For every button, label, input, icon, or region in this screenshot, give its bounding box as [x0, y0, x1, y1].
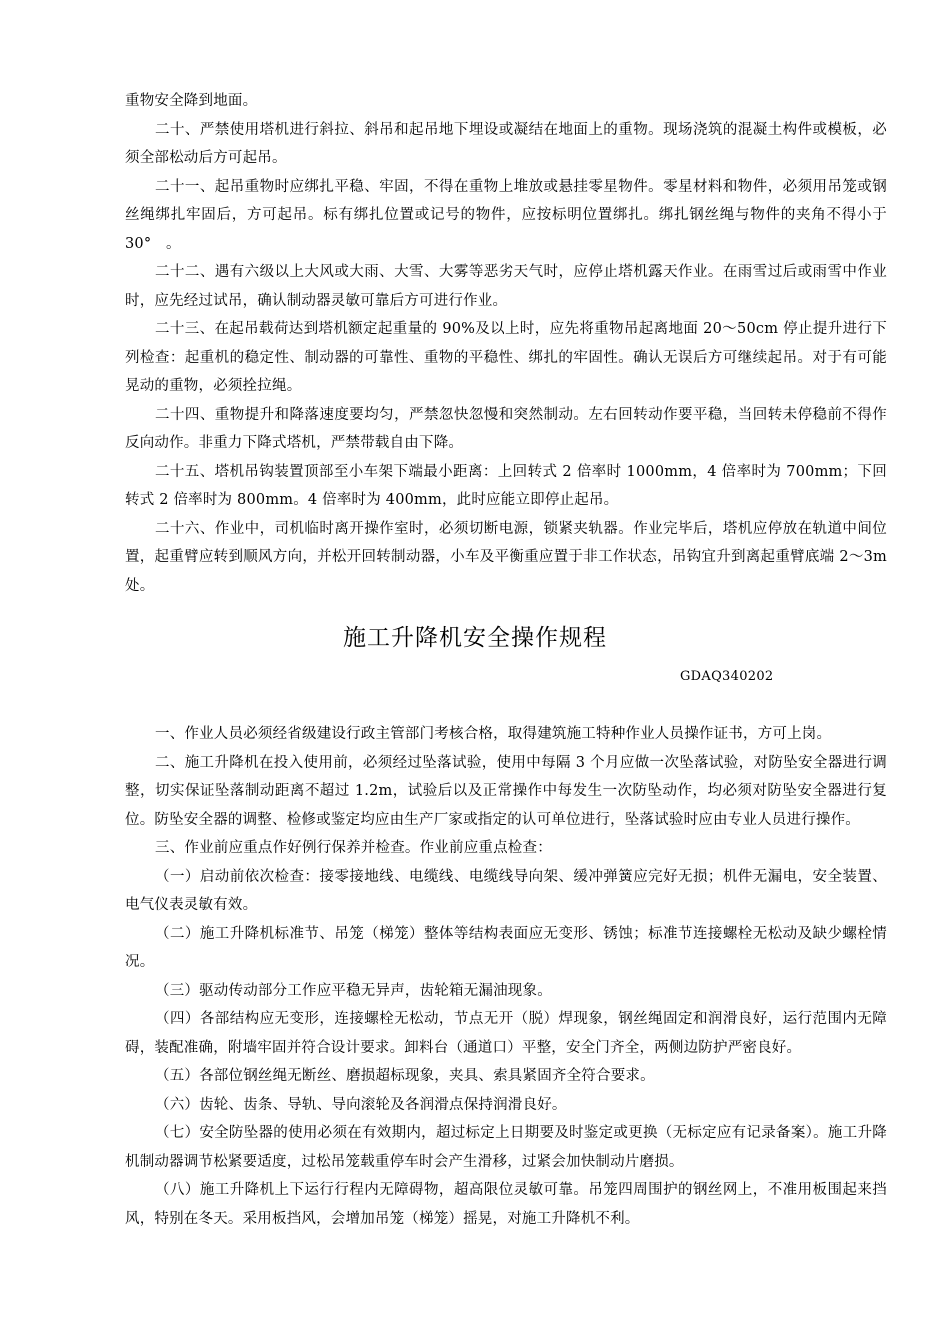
check-item-3: （三）驱动传动部分工作应平稳无异声，齿轮箱无漏油现象。 — [155, 982, 552, 999]
rule-23: 二十三、在起吊载荷达到塔机额定起重量的 90%及以上时，应先将重物吊起离地面 20～50cm 停止提升进行下列检查：起重机的稳定性、制动器的可靠性、重物的平稳性、绑扎的牢固性。确认无误后方可继续起吊。对于有可能晃动的重物，必须拴拉绳。 — [125, 321, 887, 394]
rule-21: 二十一、起吊重物时应绑扎平稳、牢固，不得在重物上堆放或悬挂零星物件。零星材料和物件，必须用吊笼或钢丝绳绑扎牢固后，方可起吊。标有绑扎位置或记号的物件，应按标明位置绑扎。绑扎钢丝绳与物件的夹角不得小于 30° 。 — [125, 178, 887, 252]
hoist-rules — [125, 720, 887, 1233]
rule-26: 二十六、作业中，司机临时离开操作室时，必须切断电源，锁紧夹轨器。作业完毕后，塔机应停放在轨道中间位置，起重臂应转到顺风方向，并松开回转制动器，小车及平衡重应置于非工作状态，吊钩宜升到离起重臂底端 2～3m 处。 — [125, 520, 887, 594]
check-item-5: （五）各部位钢丝绳无断丝、磨损超标现象，夹具、索具紧固齐全符合要求。 — [155, 1068, 655, 1084]
check-item-1: （一）启动前依次检查：接零接地线、电缆线、电缆线导向架、缓冲弹簧应完好无损；机件无漏电，安全装置、电气仪表灵敏有效。 — [125, 868, 887, 913]
section-title: 施工升降机安全操作规程 — [343, 625, 607, 651]
rule-20: 二十、严禁使用塔机进行斜拉、斜吊和起吊地下埋设或凝结在地面上的重物。现场浇筑的混凝土构件或模板，必须全部松动后方可起吊。 — [125, 121, 887, 166]
document-code: GDAQ340202 — [680, 669, 774, 684]
hoist-rule-2: 二、施工升降机在投入使用前，必须经过坠落试验，使用中每隔 3 个月应做一次坠落试验，对防坠安全器进行调整，切实保证坠落制动距离不超过 1.2m，试验后以及正常操作中每发生一次防坠动作，均必须对防坠安全器进行复位。防坠安全器的调整、检修或鉴定均应由生产厂家或指定的认可单位进行，坠落试验时应由专业人员进行操作。 — [125, 754, 887, 828]
tower-crane-rules-continued — [125, 87, 887, 600]
check-item-7: （七）安全防坠器的使用必须在有效期内，超过标定上日期要及时鉴定或更换（无标定应有记录备案）。施工升降机制动器调节松紧要适度，过松吊笼载重停车时会产生滑移，过紧会加快制动片磨损。 — [125, 1125, 887, 1170]
check-item-4: （四）各部结构应无变形，连接螺栓无松动，节点无开（脱）焊现象，钢丝绳固定和润滑良好，运行范围内无障碍，装配准确，附墙牢固并符合设计要求。卸料台（通道口）平整，安全门齐全，两侧边防护严密良好。 — [125, 1011, 887, 1056]
check-item-8: （八）施工升降机上下运行行程内无障碍物，超高限位灵敏可靠。吊笼四周围护的钢丝网上，不准用板围起来挡风，特别在冬天。采用板挡风，会增加吊笼（梯笼）摇晃，对施工升降机不利。 — [125, 1182, 887, 1227]
paragraph-continuation: 重物安全降到地面。 — [125, 93, 258, 109]
hoist-rule-1: 一、作业人员必须经省级建设行政主管部门考核合格，取得建筑施工特种作业人员操作证书，方可上岗。 — [155, 726, 832, 742]
check-item-6: （六）齿轮、齿条、导轨、导向滚轮及各润滑点保持润滑良好。 — [155, 1096, 567, 1113]
rule-25: 二十五、塔机吊钩装置顶部至小车架下端最小距离：上回转式 2 倍率时 1000mm，4 倍率时为 700mm；下回转式 2 倍率时为 800mm。4 倍率时为 400mm，此时应能立即停止起吊。 — [125, 463, 887, 508]
hoist-rule-3: 三、作业前应重点作好例行保养并检查。作业前应重点检查： — [155, 840, 552, 856]
rule-24: 二十四、重物提升和降落速度要均匀，严禁忽快忽慢和突然制动。左右回转动作要平稳，当回转未停稳前不得作反向动作。非重力下降式塔机，严禁带载自由下降。 — [125, 406, 887, 451]
rule-22: 二十二、遇有六级以上大风或大雨、大雪、大雾等恶劣天气时，应停止塔机露天作业。在雨雪过后或雨雪中作业时，应先经过试吊，确认制动器灵敏可靠后方可进行作业。 — [125, 264, 887, 309]
check-item-2: （二）施工升降机标准节、吊笼（梯笼）整体等结构表面应无变形、锈蚀；标准节连接螺栓无松动及缺少螺栓情况。 — [125, 925, 887, 970]
